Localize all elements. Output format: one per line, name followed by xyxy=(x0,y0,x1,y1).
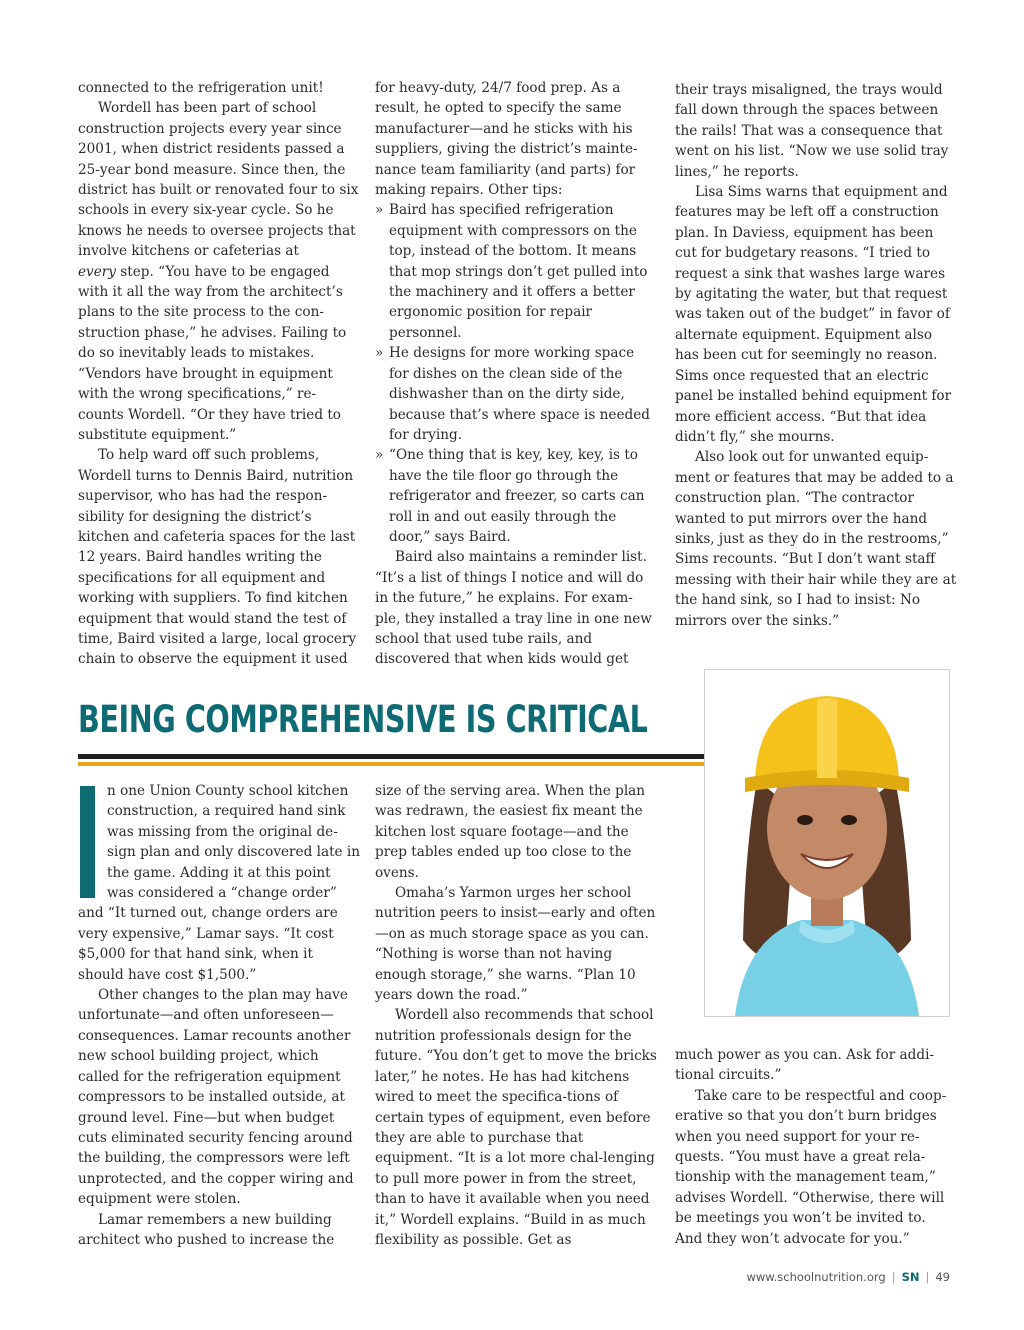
paragraph xyxy=(78,781,360,985)
bullet-item xyxy=(375,200,657,343)
bullet-marker: » xyxy=(375,345,384,362)
paragraph: for heavy-duty, 24/7 food prep. As a result, he opted to specify the same manufacturer—and he sticks with his suppliers, giving the district’s mainte-nance team familiarity (and parts) for making repairs. Other tips: xyxy=(375,80,638,199)
paragraph: connected to the refrigeration unit! xyxy=(78,80,324,96)
paragraph: Wordell also recommends that school nutrition professionals design for the future. “You don’t get to move the bricks later,” he notes. He has had kitchens wired to meet the specifica-tions of certain types of equipment, even before they are able to purchase that equipment. “It is a lot more chal-lenging to pull more power in from the street, than to have it available when you need it,” Wordell explains. “Build in as much flexibility as possible. Get as xyxy=(375,1007,657,1248)
paragraph: Wordell has been part of school construction projects every year since 2001, when district residents passed a 25-year bond measure. Since then, the district has built or renovated four to six schools in every six-year cycle. So he knows he needs to oversee projects that involve kitchens or cafeterias at xyxy=(78,100,359,260)
page-number: 49 xyxy=(935,1270,950,1284)
photo-girl-hard-hat xyxy=(704,669,950,1017)
bullet-marker: » xyxy=(375,202,384,219)
paragraph: To help ward off such problems, Wordell turns to Dennis Baird, nutrition supervisor, who has had the respon-sibility for designing the district’s kitchen and cafeteria spaces for the last 12 years. Baird handles writing the specifications for all equipment and working with suppliers. To find kitchen equipment that would stand the test of time, Baird visited a large, local grocery chain to observe the equipment it used xyxy=(78,447,357,668)
footer-brand: SN xyxy=(901,1270,920,1284)
paragraph: much power as you can. Ask for addi-tional circuits.” xyxy=(675,1047,935,1084)
paragraph xyxy=(78,262,360,446)
section-headline: BEING COMPREHENSIVE IS CRITICAL xyxy=(78,698,648,741)
paragraph: Baird also maintains a reminder list. “It’s a list of things I notice and will do in the future,” he explains. For exam-ple, they installed a tray line in one new school that used tube rails, and discovered that when kids would get xyxy=(375,549,652,668)
paragraph: Take care to be respectful and coop-erative so that you don’t burn bridges when you need support for your re-quests. “You must have a great rela-tionship with the management team,” advises Wordell. “Otherwise, there will be meetings you won’t be invited to. And they won’t advocate for you.” xyxy=(675,1087,947,1247)
paragraph: their trays misaligned, the trays would fall down through the spaces between the rails! That was a consequence that went on his list. “Now we use solid tray lines,” he reports. xyxy=(675,82,949,180)
photo-illustration xyxy=(705,670,949,1016)
bullet-item xyxy=(375,343,657,445)
page-footer xyxy=(700,1270,950,1284)
section-column-2 xyxy=(375,781,657,1250)
paragraph-text: n one Union County school kitchen construction, a required hand sink was missing from the original de-sign plan and only discovered late in the game. Adding it at this point was considered a “change order” and “It turned out, change orders are very expensive,” Lamar says. “It cost $5,000 for that hand sink, when it should have cost $1,500.” xyxy=(78,783,360,983)
footer-url[interactable]: www.schoolnutrition.org xyxy=(746,1270,886,1284)
paragraph: Also look out for unwanted equip-ment or features that may be added to a construction plan. “The contractor wanted to put mirrors over the hand sinks, just as they do in the restrooms,” Sims recounts. “But I don’t want staff messing with their hair while they are at the hand sink, so I had to insist: No mirrors over the sinks.” xyxy=(675,449,957,629)
article-column-2 xyxy=(375,78,657,670)
paragraph: size of the serving area. When the plan was redrawn, the easiest fix meant the kitchen lost square footage—and the prep tables ended up too close to the ovens. xyxy=(375,783,646,881)
bullet-text: Baird has specified refrigeration equipment with compressors on the top, instead of the bottom. It means that mop strings don’t get pulled into the machinery and it offers a better ergonomic position for repair personnel. xyxy=(389,202,648,341)
bullet-item xyxy=(375,445,657,547)
paragraph: Omaha’s Yarmon urges her school nutrition peers to insist—early and often—on as much storage space as you can. “Nothing is worse than not having enough storage,” she warns. “Plan 10 years down the road.” xyxy=(375,885,656,1004)
bullet-marker: » xyxy=(375,447,384,464)
dropcap-spacer xyxy=(78,781,107,901)
article-column-3 xyxy=(675,80,957,631)
article-column-1 xyxy=(78,78,360,670)
headline-rule-gold xyxy=(78,762,704,766)
bullet-text: “One thing that is key, key, key, is to have the tile floor go through the refrigerator and freezer, so carts can roll in and out easily through the door,” says Baird. xyxy=(389,447,645,545)
paragraph: Other changes to the plan may have unfortunate—and often unforeseen—consequences. Lamar recounts another new school building project, which called for the refrigeration equipment compressors to be installed outside, at ground level. Fine—but when budget cuts eliminated security fencing around the building, the compressors were left unprotected, and the copper wiring and equipment were stolen. xyxy=(78,987,354,1208)
footer-separator: | xyxy=(891,1270,896,1284)
footer-separator: | xyxy=(925,1270,930,1284)
paragraph-text: step. “You have to be engaged with it all the way from the architect’s plans to the site process to the con-struction phase,” he advises. Failing to do so inevitably leads to mistakes. “Vendors have brought in equipment with the wrong specifications,” re-counts Wordell. “Or they have tried to substitute equipment.” xyxy=(78,263,347,443)
bullet-text: He designs for more working space for dishes on the clean side of the dishwasher than on the dirty side, because that’s where space is needed for drying. xyxy=(389,345,650,443)
paragraph: Lamar remembers a new building architect who pushed to increase the xyxy=(78,1211,335,1248)
paragraph: Lisa Sims warns that equipment and features may be left off a construction plan. In Daviess, equipment has been cut for budgetary reasons. “I tried to request a sink that washes large wares by agitating the water, but that request was taken out of the budget” in favor of alternate equipment. Equipment also has been cut for seemingly no reason. Sims once requested that an electric panel be installed behind equipment for more efficient access. “But that idea didn’t fly,” she mourns. xyxy=(675,184,952,445)
emphasis: every xyxy=(78,263,116,280)
section-column-3 xyxy=(675,1045,957,1249)
section-column-1 xyxy=(78,781,360,1250)
